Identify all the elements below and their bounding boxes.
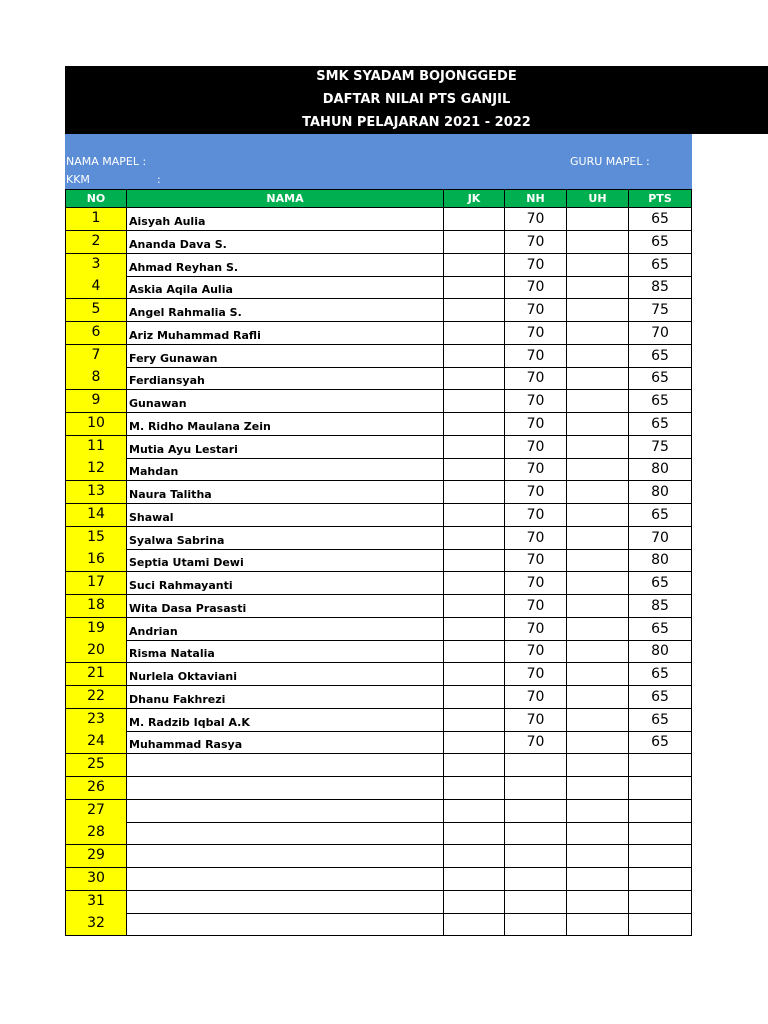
table-row <box>65 367 692 390</box>
jk-cell <box>443 913 505 936</box>
pts-score: 65 <box>628 709 692 732</box>
jk-cell <box>443 777 505 800</box>
table-row <box>65 891 692 914</box>
col-header-nh: NH <box>504 189 567 208</box>
jk-cell <box>443 549 505 572</box>
row-number: 14 <box>65 504 127 527</box>
student-name: Angel Rahmalia S. <box>126 299 444 322</box>
table-row <box>65 208 692 231</box>
uh-score <box>566 549 629 572</box>
pts-score: 70 <box>628 322 692 345</box>
row-number: 18 <box>65 595 127 618</box>
row-number: 4 <box>65 276 127 299</box>
uh-score <box>566 345 629 368</box>
uh-score <box>566 436 629 459</box>
student-name: Ananda Dava S. <box>126 231 444 254</box>
nh-score: 70 <box>504 458 567 481</box>
uh-score <box>566 527 629 550</box>
row-number: 1 <box>65 208 127 231</box>
row-number: 3 <box>65 254 127 277</box>
student-name <box>126 891 444 914</box>
student-name: Mahdan <box>126 458 444 481</box>
jk-cell <box>443 504 505 527</box>
guru-mapel-label: GURU MAPEL : <box>570 155 650 168</box>
nh-score <box>504 891 567 914</box>
uh-score <box>566 504 629 527</box>
student-name: M. Ridho Maulana Zein <box>126 413 444 436</box>
pts-score: 65 <box>628 254 692 277</box>
table-row <box>65 527 692 550</box>
pts-score: 65 <box>628 345 692 368</box>
row-number: 21 <box>65 663 127 686</box>
pts-score: 65 <box>628 231 692 254</box>
nh-score <box>504 754 567 777</box>
table-row <box>65 413 692 436</box>
student-name <box>126 754 444 777</box>
student-name <box>126 822 444 845</box>
table-row <box>65 618 692 641</box>
table-row <box>65 777 692 800</box>
pts-score <box>628 845 692 868</box>
table-row <box>65 640 692 663</box>
table-row <box>65 845 692 868</box>
table-row <box>65 572 692 595</box>
jk-cell <box>443 640 505 663</box>
row-number: 25 <box>65 754 127 777</box>
student-name: Wita Dasa Prasasti <box>126 595 444 618</box>
row-number: 13 <box>65 481 127 504</box>
pts-score: 80 <box>628 458 692 481</box>
uh-score <box>566 868 629 891</box>
nh-score: 70 <box>504 709 567 732</box>
uh-score <box>566 891 629 914</box>
pts-score: 65 <box>628 686 692 709</box>
nh-score: 70 <box>504 618 567 641</box>
nh-score: 70 <box>504 413 567 436</box>
row-number: 23 <box>65 709 127 732</box>
nh-score <box>504 845 567 868</box>
jk-cell <box>443 618 505 641</box>
row-number: 32 <box>65 913 127 936</box>
academic-year: TAHUN PELAJARAN 2021 - 2022 <box>302 115 531 130</box>
jk-cell <box>443 663 505 686</box>
pts-score: 70 <box>628 527 692 550</box>
nh-score: 70 <box>504 299 567 322</box>
nh-score: 70 <box>504 527 567 550</box>
student-name: M. Radzib Iqbal A.K <box>126 709 444 732</box>
row-number: 27 <box>65 800 127 823</box>
table-row <box>65 800 692 823</box>
jk-cell <box>443 527 505 550</box>
jk-cell <box>443 299 505 322</box>
row-number: 24 <box>65 731 127 754</box>
nh-score: 70 <box>504 390 567 413</box>
row-number: 6 <box>65 322 127 345</box>
student-name: Risma Natalia <box>126 640 444 663</box>
uh-score <box>566 458 629 481</box>
jk-cell <box>443 822 505 845</box>
student-name: Septia Utami Dewi <box>126 549 444 572</box>
jk-cell <box>443 458 505 481</box>
row-number: 8 <box>65 367 127 390</box>
jk-cell <box>443 345 505 368</box>
table-row <box>65 868 692 891</box>
student-name: Ferdiansyah <box>126 367 444 390</box>
jk-cell <box>443 322 505 345</box>
student-name: Gunawan <box>126 390 444 413</box>
student-name: Aisyah Aulia <box>126 208 444 231</box>
nh-score: 70 <box>504 208 567 231</box>
pts-score: 65 <box>628 413 692 436</box>
nh-score <box>504 822 567 845</box>
jk-cell <box>443 208 505 231</box>
jk-cell <box>443 481 505 504</box>
uh-score <box>566 800 629 823</box>
jk-cell <box>443 413 505 436</box>
nh-score: 70 <box>504 276 567 299</box>
student-name <box>126 777 444 800</box>
uh-score <box>566 481 629 504</box>
pts-score <box>628 868 692 891</box>
table-row <box>65 731 692 754</box>
jk-cell <box>443 572 505 595</box>
kkm-colon: : <box>157 173 161 186</box>
col-header-nama: NAMA <box>126 189 444 208</box>
table-row <box>65 299 692 322</box>
nh-score <box>504 868 567 891</box>
nh-score: 70 <box>504 231 567 254</box>
row-number: 5 <box>65 299 127 322</box>
nh-score: 70 <box>504 595 567 618</box>
pts-score <box>628 822 692 845</box>
uh-score <box>566 254 629 277</box>
pts-score: 65 <box>628 618 692 641</box>
jk-cell <box>443 595 505 618</box>
student-name: Muhammad Rasya <box>126 731 444 754</box>
uh-score <box>566 299 629 322</box>
pts-score: 80 <box>628 481 692 504</box>
table-row <box>65 276 692 299</box>
pts-score: 65 <box>628 504 692 527</box>
row-number: 29 <box>65 845 127 868</box>
table-row <box>65 345 692 368</box>
jk-cell <box>443 868 505 891</box>
pts-score: 65 <box>628 208 692 231</box>
pts-score <box>628 891 692 914</box>
row-number: 26 <box>65 777 127 800</box>
table-row <box>65 436 692 459</box>
uh-score <box>566 322 629 345</box>
row-number: 31 <box>65 891 127 914</box>
kkm-label: KKM <box>66 173 90 186</box>
student-name: Suci Rahmayanti <box>126 572 444 595</box>
student-name: Ariz Muhammad Rafli <box>126 322 444 345</box>
table-row <box>65 913 692 936</box>
pts-score: 80 <box>628 640 692 663</box>
uh-score <box>566 686 629 709</box>
jk-cell <box>443 731 505 754</box>
pts-score <box>628 754 692 777</box>
uh-score <box>566 595 629 618</box>
pts-score: 65 <box>628 731 692 754</box>
col-header-no: NO <box>65 189 127 208</box>
row-number: 17 <box>65 572 127 595</box>
student-name <box>126 800 444 823</box>
table-row <box>65 481 692 504</box>
nh-score: 70 <box>504 686 567 709</box>
pts-score: 65 <box>628 663 692 686</box>
pts-score <box>628 777 692 800</box>
uh-score <box>566 618 629 641</box>
jk-cell <box>443 254 505 277</box>
jk-cell <box>443 845 505 868</box>
nh-score: 70 <box>504 504 567 527</box>
row-number: 2 <box>65 231 127 254</box>
jk-cell <box>443 367 505 390</box>
row-number: 19 <box>65 618 127 641</box>
jk-cell <box>443 800 505 823</box>
col-header-pts: PTS <box>628 189 692 208</box>
student-name: Ahmad Reyhan S. <box>126 254 444 277</box>
student-name: Andrian <box>126 618 444 641</box>
uh-score <box>566 822 629 845</box>
info-block <box>65 134 692 189</box>
nh-score <box>504 913 567 936</box>
nh-score <box>504 800 567 823</box>
nh-score: 70 <box>504 367 567 390</box>
uh-score <box>566 845 629 868</box>
pts-score: 85 <box>628 276 692 299</box>
row-number: 10 <box>65 413 127 436</box>
row-number: 22 <box>65 686 127 709</box>
nh-score: 70 <box>504 731 567 754</box>
student-name: Syalwa Sabrina <box>126 527 444 550</box>
uh-score <box>566 709 629 732</box>
uh-score <box>566 731 629 754</box>
jk-cell <box>443 686 505 709</box>
pts-score: 65 <box>628 390 692 413</box>
student-name: Dhanu Fakhrezi <box>126 686 444 709</box>
nh-score: 70 <box>504 640 567 663</box>
pts-score <box>628 800 692 823</box>
col-header-jk: JK <box>443 189 505 208</box>
pts-score: 75 <box>628 436 692 459</box>
uh-score <box>566 572 629 595</box>
row-number: 11 <box>65 436 127 459</box>
row-number: 7 <box>65 345 127 368</box>
nh-score: 70 <box>504 481 567 504</box>
row-number: 15 <box>65 527 127 550</box>
uh-score <box>566 276 629 299</box>
jk-cell <box>443 231 505 254</box>
uh-score <box>566 208 629 231</box>
nh-score: 70 <box>504 254 567 277</box>
table-row <box>65 322 692 345</box>
row-number: 20 <box>65 640 127 663</box>
nh-score: 70 <box>504 345 567 368</box>
uh-score <box>566 754 629 777</box>
nh-score <box>504 777 567 800</box>
uh-score <box>566 640 629 663</box>
table-row <box>65 822 692 845</box>
table-row <box>65 709 692 732</box>
uh-score <box>566 390 629 413</box>
row-number: 9 <box>65 390 127 413</box>
row-number: 12 <box>65 458 127 481</box>
student-name: Nurlela Oktaviani <box>126 663 444 686</box>
nh-score: 70 <box>504 663 567 686</box>
table-row <box>65 231 692 254</box>
table-row <box>65 663 692 686</box>
table-row <box>65 254 692 277</box>
table-row <box>65 549 692 572</box>
student-name <box>126 845 444 868</box>
student-name <box>126 868 444 891</box>
row-number: 16 <box>65 549 127 572</box>
student-name <box>126 913 444 936</box>
school-name: SMK SYADAM BOJONGGEDE <box>316 69 517 84</box>
jk-cell <box>443 276 505 299</box>
nh-score: 70 <box>504 549 567 572</box>
jk-cell <box>443 891 505 914</box>
pts-score: 80 <box>628 549 692 572</box>
student-name: Mutia Ayu Lestari <box>126 436 444 459</box>
student-name: Fery Gunawan <box>126 345 444 368</box>
pts-score: 85 <box>628 595 692 618</box>
jk-cell <box>443 436 505 459</box>
table-row <box>65 754 692 777</box>
nh-score: 70 <box>504 436 567 459</box>
pts-score: 65 <box>628 367 692 390</box>
uh-score <box>566 367 629 390</box>
student-name: Askia Aqila Aulia <box>126 276 444 299</box>
uh-score <box>566 663 629 686</box>
pts-score: 65 <box>628 572 692 595</box>
nh-score: 70 <box>504 322 567 345</box>
uh-score <box>566 413 629 436</box>
table-row <box>65 504 692 527</box>
nama-mapel-label: NAMA MAPEL : <box>66 155 147 168</box>
jk-cell <box>443 709 505 732</box>
table-row <box>65 458 692 481</box>
nh-score: 70 <box>504 572 567 595</box>
uh-score <box>566 777 629 800</box>
jk-cell <box>443 754 505 777</box>
table-row <box>65 390 692 413</box>
pts-score: 75 <box>628 299 692 322</box>
uh-score <box>566 231 629 254</box>
pts-score <box>628 913 692 936</box>
student-name: Shawal <box>126 504 444 527</box>
jk-cell <box>443 390 505 413</box>
title-block <box>65 66 768 134</box>
uh-score <box>566 913 629 936</box>
row-number: 28 <box>65 822 127 845</box>
table-row <box>65 686 692 709</box>
sheet-title: DAFTAR NILAI PTS GANJIL <box>322 92 511 107</box>
student-name: Naura Talitha <box>126 481 444 504</box>
row-number: 30 <box>65 868 127 891</box>
col-header-uh: UH <box>566 189 629 208</box>
table-row <box>65 595 692 618</box>
